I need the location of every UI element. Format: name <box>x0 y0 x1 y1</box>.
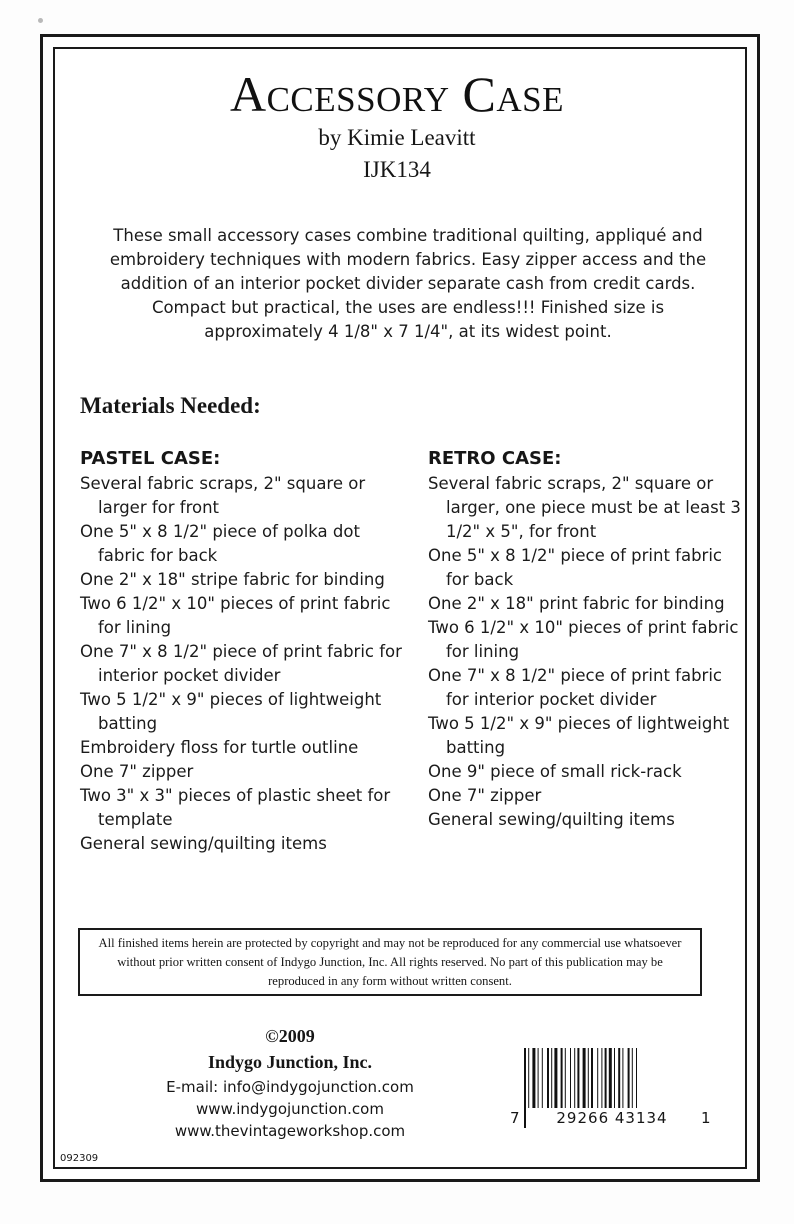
list-item: Two 5 1/2" x 9" pieces of lightweight batting <box>428 714 730 757</box>
author-line: by Kimie Leavitt <box>318 125 476 150</box>
list-item: Two 3" x 3" pieces of plastic sheet for template <box>80 786 391 829</box>
list-item: One 5" x 8 1/2" piece of print fabric for back <box>428 546 722 589</box>
barcode <box>510 1048 710 1136</box>
list-item: Several fabric scraps, 2" square or larger for front <box>80 474 366 517</box>
pattern-code: IJK134 <box>363 157 431 182</box>
company-name: Indygo Junction, Inc. <box>207 1052 373 1072</box>
website-link: www.thevintageworkshop.com <box>174 1122 406 1140</box>
pastel-case-section <box>80 446 410 856</box>
materials-heading: Materials Needed: <box>80 393 261 418</box>
stray-dot <box>38 18 43 23</box>
barcode-middle-digits: 29266 43134 <box>526 1108 698 1128</box>
intro-paragraph: These small accessory cases combine traditional quilting, appliqué and embroidery techniques with modern fabrics. Easy zipper access and the addition of an interior pocket divider separate cash from credit cards. Compact but practical, the uses are endless!!! Finished size is approximately 4 1/8" x 7 1/4", at its widest point. <box>109 226 707 341</box>
list-item: Two 5 1/2" x 9" pieces of lightweight batting <box>80 690 382 733</box>
list-item: One 2" x 18" print fabric for binding <box>428 594 725 613</box>
barcode-digits <box>510 1108 710 1128</box>
list-item: General sewing/quilting items <box>428 810 675 829</box>
date-code: 092309 <box>60 1153 99 1164</box>
list-item: One 7" x 8 1/2" piece of print fabric for interior pocket divider <box>428 666 722 709</box>
list-item: One 9" piece of small rick-rack <box>428 762 682 781</box>
list-item: Two 6 1/2" x 10" pieces of print fabric for lining <box>80 594 391 637</box>
list-item: One 7" zipper <box>428 786 542 805</box>
copyright-year: ©2009 <box>265 1026 315 1046</box>
pastel-case-list <box>80 472 410 856</box>
copyright-notice: All finished items herein are protected by copyright and may not be reproduced for any commercial use whatsoever without prior written consent of Indygo Junction, Inc. All rights reserved. No part of this publication may be reproduced in any form without written consent. <box>98 935 682 988</box>
pastel-case-heading: PASTEL CASE: <box>80 448 221 469</box>
list-item: General sewing/quilting items <box>80 834 327 853</box>
contact-block <box>140 1076 440 1142</box>
list-item: One 7" x 8 1/2" piece of print fabric for interior pocket divider <box>80 642 402 685</box>
list-item: Several fabric scraps, 2" square or larger, one piece must be at least 3 1/2" x 5", for front <box>428 474 741 541</box>
retro-case-list <box>428 472 748 832</box>
email-address: E-mail: info@indygojunction.com <box>166 1078 414 1096</box>
list-item: One 7" zipper <box>80 762 194 781</box>
barcode-last-digit: 1 <box>701 1109 711 1127</box>
page-title: Accessory Case <box>229 66 565 122</box>
list-item: One 5" x 8 1/2" piece of polka dot fabric for back <box>80 522 360 565</box>
list-item: One 2" x 18" stripe fabric for binding <box>80 570 385 589</box>
list-item: Embroidery floss for turtle outline <box>80 738 359 757</box>
retro-case-section <box>428 446 748 832</box>
barcode-first-digit: 7 <box>510 1109 520 1127</box>
retro-case-heading: RETRO CASE: <box>428 448 562 469</box>
list-item: Two 6 1/2" x 10" pieces of print fabric for lining <box>428 618 739 661</box>
website-link: www.indygojunction.com <box>196 1100 384 1118</box>
copyright-notice-box <box>78 928 702 996</box>
